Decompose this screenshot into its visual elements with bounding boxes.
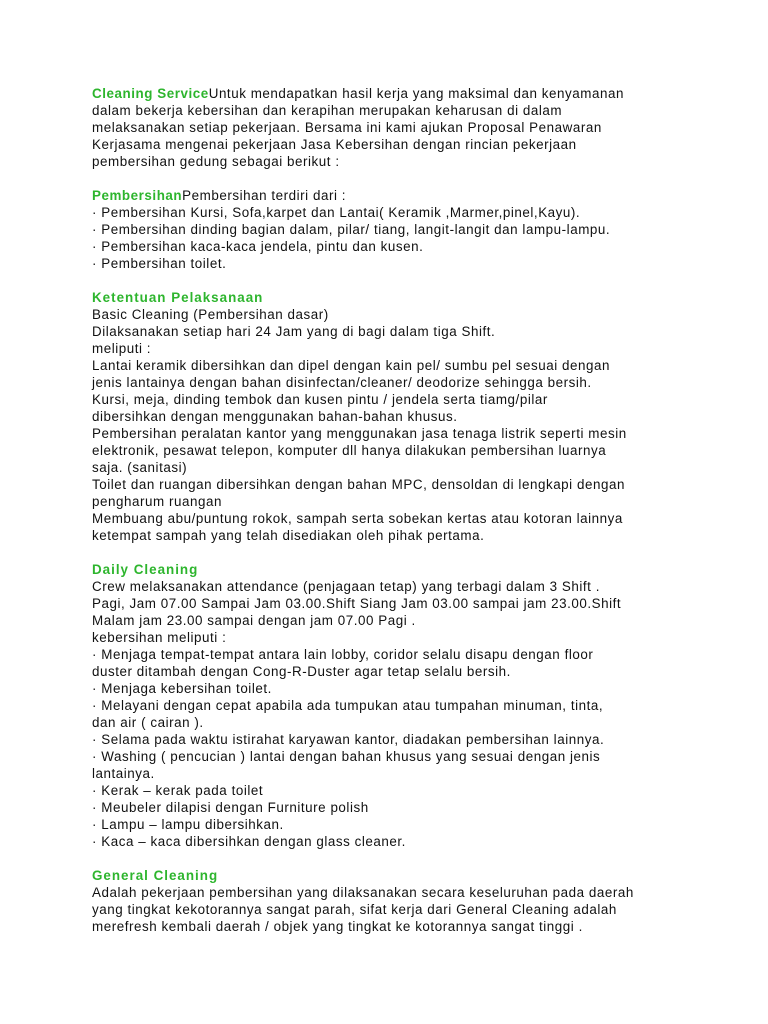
intro-heading: Cleaning Service <box>92 86 209 101</box>
ketentuan-line: ketempat sampah yang telah disediakan oleh pihak pertama. <box>92 528 485 543</box>
ketentuan-line: Toilet dan ruangan dibersihkan dengan bahan MPC, densoldan di lengkapi dengan <box>92 477 625 492</box>
daily-cleaning-line: dan air ( cairan ). <box>92 715 204 730</box>
daily-cleaning-line: · Menjaga kebersihan toilet. <box>92 681 272 696</box>
general-cleaning-line: merefresh kembali daerah / objek yang tingkat ke kotorannya sangat tinggi . <box>92 919 583 934</box>
intro-line: melaksanakan setiap pekerjaan. Bersama ini kami ajukan Proposal Penawaran <box>92 120 602 135</box>
pembersihan-list-item: · Pembersihan dinding bagian dalam, pilar/ tiang, langit-langit dan lampu-lampu. <box>92 222 611 237</box>
daily-cleaning-section <box>92 561 692 850</box>
daily-cleaning-line: · Washing ( pencucian ) lantai dengan bahan khusus yang sesuai dengan jenis <box>92 749 601 764</box>
pembersihan-list-item: · Pembersihan toilet. <box>92 256 227 271</box>
ketentuan-line: Lantai keramik dibersihkan dan dipel dengan kain pel/ sumbu pel sesuai dengan <box>92 358 611 373</box>
pembersihan-list-item: · Pembersihan kaca-kaca jendela, pintu dan kusen. <box>92 239 424 254</box>
ketentuan-line: Dilaksanakan setiap hari 24 Jam yang di bagi dalam tiga Shift. <box>92 324 496 339</box>
ketentuan-line: elektronik, pesawat telepon, komputer dll hanya dilakukan pembersihan luarnya <box>92 443 607 458</box>
daily-cleaning-line: · Meubeler dilapisi dengan Furniture polish <box>92 800 369 815</box>
daily-cleaning-heading: Daily Cleaning <box>92 562 199 577</box>
daily-cleaning-line: · Menjaga tempat-tempat antara lain lobby, coridor selalu disapu dengan floor <box>92 647 594 662</box>
pembersihan-heading: Pembersihan <box>92 188 183 203</box>
intro-section <box>92 85 692 170</box>
daily-cleaning-line: · Lampu – lampu dibersihkan. <box>92 817 284 832</box>
ketentuan-line: Membuang abu/puntung rokok, sampah serta sobekan kertas atau kotoran lainnya <box>92 511 623 526</box>
ketentuan-section <box>92 289 692 544</box>
daily-cleaning-line: lantainya. <box>92 766 155 781</box>
daily-cleaning-line: Pagi, Jam 07.00 Sampai Jam 03.00.Shift Siang Jam 03.00 sampai jam 23.00.Shift <box>92 596 622 611</box>
intro-line: dalam bekerja kebersihan dan kerapihan merupakan keharusan di dalam <box>92 103 563 118</box>
ketentuan-line: Pembersihan peralatan kantor yang menggunakan jasa tenaga listrik seperti mesin <box>92 426 627 441</box>
ketentuan-line: saja. (sanitasi) <box>92 460 188 475</box>
ketentuan-line: dibersihkan dengan menggunakan bahan-bahan khusus. <box>92 409 458 424</box>
ketentuan-line: pengharum ruangan <box>92 494 222 509</box>
pembersihan-first-line <box>92 187 692 204</box>
daily-cleaning-line: · Kaca – kaca dibersihkan dengan glass cleaner. <box>92 834 406 849</box>
daily-cleaning-line: · Selama pada waktu istirahat karyawan kantor, diadakan pembersihan lainnya. <box>92 732 605 747</box>
ketentuan-line: Kursi, meja, dinding tembok dan kusen pintu / jendela serta tiamg/pilar <box>92 392 548 407</box>
ketentuan-line: Basic Cleaning (Pembersihan dasar) <box>92 307 329 322</box>
general-cleaning-line: yang tingkat kekotorannya sangat parah, sifat kerja dari General Cleaning adalah <box>92 902 617 917</box>
daily-cleaning-line: Malam jam 23.00 sampai dengan jam 07.00 Pagi . <box>92 613 416 628</box>
intro-first-line <box>92 85 692 102</box>
pembersihan-section <box>92 187 692 272</box>
daily-cleaning-line: Crew melaksanakan attendance (penjagaan tetap) yang terbagi dalam 3 Shift . <box>92 579 600 594</box>
daily-cleaning-line: kebersihan meliputi : <box>92 630 227 645</box>
document-body <box>92 85 692 952</box>
ketentuan-heading: Ketentuan Pelaksanaan <box>92 290 264 305</box>
daily-cleaning-line: · Kerak – kerak pada toilet <box>92 783 264 798</box>
pembersihan-list-item: · Pembersihan Kursi, Sofa,karpet dan Lantai( Keramik ,Marmer,pinel,Kayu). <box>92 205 581 220</box>
ketentuan-line: jenis lantainya dengan bahan disinfectan/cleaner/ deodorize sehingga bersih. <box>92 375 592 390</box>
general-cleaning-heading: General Cleaning <box>92 868 219 883</box>
general-cleaning-section <box>92 867 692 935</box>
intro-first-line-text: Untuk mendapatkan hasil kerja yang maksimal dan kenyamanan <box>208 86 624 101</box>
intro-line: Kerjasama mengenai pekerjaan Jasa Kebersihan dengan rincian pekerjaan <box>92 137 577 152</box>
ketentuan-line: meliputi : <box>92 341 152 356</box>
general-cleaning-line: Adalah pekerjaan pembersihan yang dilaksanakan secara keseluruhan pada daerah <box>92 885 634 900</box>
pembersihan-first-line-text: Pembersihan terdiri dari : <box>182 188 347 203</box>
intro-line: pembersihan gedung sebagai berikut : <box>92 154 340 169</box>
daily-cleaning-line: duster ditambah dengan Cong-R-Duster agar tetap selalu bersih. <box>92 664 511 679</box>
daily-cleaning-line: · Melayani dengan cepat apabila ada tumpukan atau tumpahan minuman, tinta, <box>92 698 604 713</box>
